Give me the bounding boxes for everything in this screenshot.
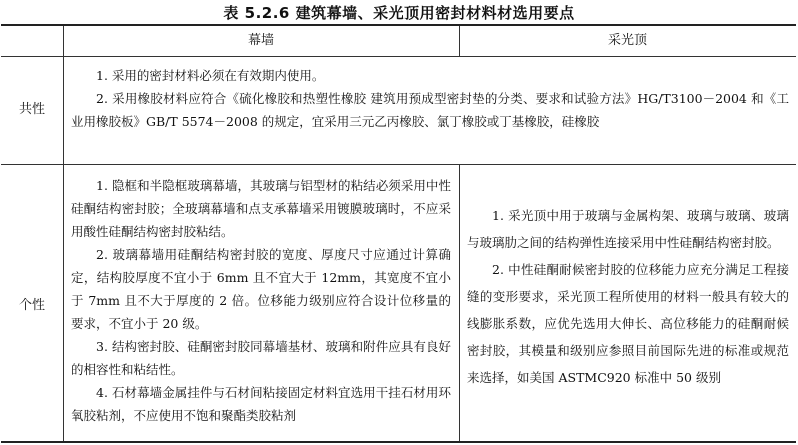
- common-para-2: 2. 采用橡胶材料应符合《硫化橡胶和热塑性橡胶 建筑用预成型密封垫的分类、要求和试验方法》HG/T3100－2004 和《工业用橡胶板》GB/T 5574－2008 的规定，宜采用三元乙丙橡胶、氯丁橡胶或丁基橡胶，硅橡胶: [71, 91, 789, 129]
- row-divider: [1, 164, 796, 165]
- common-content: [71, 64, 789, 133]
- spec-table: [1, 24, 796, 443]
- curtain-wall-content: [71, 174, 451, 427]
- table-title: 表 5.2.6 建筑幕墙、采光顶用密封材料材选用要点: [223, 4, 575, 22]
- curtain-para-1: 1. 隐框和半隐框玻璃幕墙，其玻璃与铝型材的粘结必须采用中性硅酮结构密封胶；全玻璃幕墙和点支承幕墙采用镀膜玻璃时，不应采用酸性硅酮结构密封胶粘结。: [71, 178, 451, 239]
- skylight-para-2: 2. 中性硅酮耐候密封胶的位移能力应充分满足工程接缝的变形要求，采光顶工程所使用的材料一般具有较大的线膨胀系数，应优先选用大伸长、高位移能力的硅酮耐候密封胶，其模量和级别应参照目前国际先进的标准或规范来选择，如美国 ASTMC920 标准中 50 级别: [467, 262, 789, 385]
- individual-column-divider: [459, 164, 460, 441]
- label-column-divider: [63, 26, 64, 441]
- row-label-individual: 个性: [18, 298, 45, 313]
- curtain-para-2: 2. 玻璃幕墙用硅酮结构密封胶的宽度、厚度尺寸应通过计算确定，结构胶厚度不宜小于 6mm 且不宜大于 12mm，其宽度不宜小于 7mm 且不大于厚度的 2 倍。位移能力级别应符合设计位移量的要求，不宜小于 20 级。: [71, 247, 451, 331]
- curtain-para-4: 4. 石材幕墙金属挂件与石材间粘接固定材料宜选用干挂石材用环氧胶粘剂，不应使用不饱和聚酯类胶粘剂: [71, 385, 451, 423]
- skylight-para-1: 1. 采光顶中用于玻璃与金属构架、玻璃与玻璃、玻璃与玻璃肋之间的结构弹性连接采用中性硅酮结构密封胶。: [467, 208, 789, 250]
- curtain-para-3: 3. 结构密封胶、硅酮密封胶同幕墙基材、玻璃和附件应具有良好的相容性和粘结性。: [71, 339, 451, 377]
- header-skylight: 采光顶: [607, 33, 647, 48]
- header-curtain-wall: 幕墙: [247, 33, 274, 48]
- common-para-1: 1. 采用的密封材料必须在有效期内使用。: [96, 68, 325, 83]
- header-divider: [1, 56, 796, 57]
- row-label-common: 共性: [18, 102, 45, 117]
- skylight-content: [467, 202, 789, 391]
